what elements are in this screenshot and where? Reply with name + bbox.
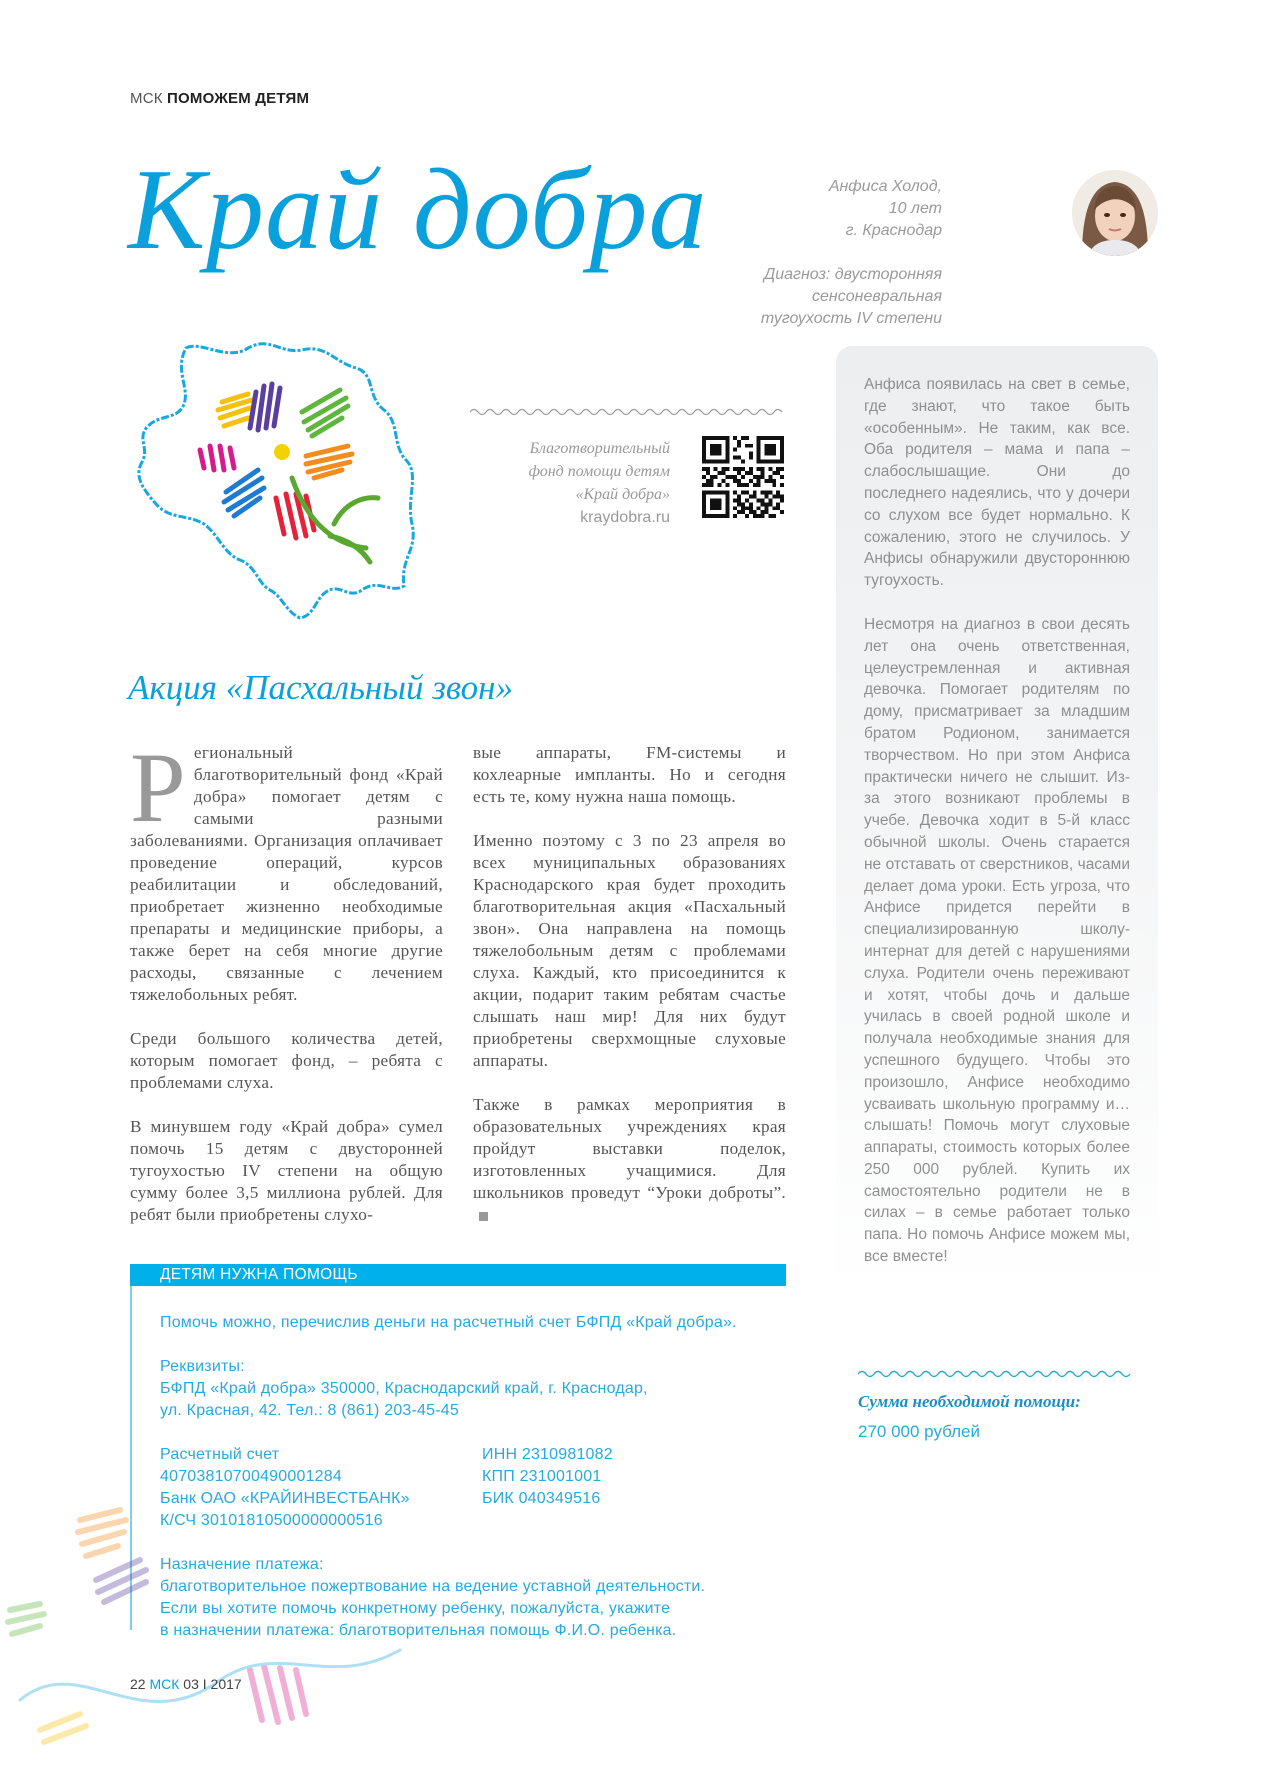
requisites-label: Реквизиты: [160,1358,245,1375]
avatar [1072,170,1158,256]
inn: ИНН 2310981082 [482,1446,613,1463]
page-number: 22 [130,1676,146,1692]
help-tax-details [482,1444,613,1510]
section-header [130,90,309,107]
profile-info [682,176,942,242]
sum-value: 270 000 рублей [858,1422,980,1441]
drop-cap: Р [130,732,186,843]
help-title: ДЕТЯМ НУЖНА ПОМОЩЬ [160,1266,358,1283]
purpose-line: Если вы хотите помочь конкретному ребенку, пожалуйста, укажите [160,1600,671,1617]
bik: БИК 040349516 [482,1490,601,1507]
wavy-divider [470,404,786,422]
end-mark-icon [479,1212,488,1221]
article-column-1 [130,732,443,1248]
purpose-label: Назначение платежа: [160,1556,324,1573]
article-paragraph: Именно поэтому с 3 по 23 апреля во всех муниципальных образованиях Краснодарского края будет проходить благотворительная акция «Пасхальный звон». Она направлена на помощь тяжелобольным детям с проблемами слуха. Каждый, кто присоединится к акции, подарит таким ребятам счастье слышать наш мир! Для них будут приобретены сверхмощные слуховые аппараты. [473,831,786,1070]
decorative-crayon-strokes [0,1500,420,1765]
page-footer [130,1676,242,1692]
qr-code-icon[interactable] [702,436,784,518]
article-paragraph [473,1094,786,1226]
correspondent-account: К/СЧ 30101810500000000516 [160,1512,383,1529]
sum-wavy-divider [858,1366,1134,1384]
account-number: 40703810700490001284 [160,1468,342,1485]
account-label: Расчетный счет [160,1446,280,1463]
requisites-line: БФПД «Край добра» 350000, Краснодарский край, г. Краснодар, [160,1380,648,1397]
article-paragraph: вые аппараты, FM-системы и кохлеарные импланты. Но и сегодня есть те, кому нужна наша помощь. [473,743,786,806]
article-paragraph: В минувшем году «Край добра» сумел помочь 15 детям с двусторонней тугоухостью IV степени на общую сумму более 3,5 миллиона рублей. Для ребят были приобретены слухо- [130,1117,443,1224]
fund-logo [130,328,450,629]
requisites-line: ул. Красная, 42. Тел.: 8 (861) 203-45-45 [160,1402,459,1419]
help-intro: Помочь можно, перечислив деньги на расчетный счет БФПД «Край добра». [160,1314,737,1331]
purpose-line: благотворительное пожертвование на ведение уставной деятельности. [160,1578,706,1595]
profile-diagnosis [702,264,942,330]
article-paragraph-text: Также в рамках мероприятия в образовательных учреждениях края пройдут выставки поделок, изготовленных учащимися. Для школьников проведут “Уроки доброты”. [473,1095,786,1202]
kpp: КПП 231001001 [482,1468,602,1485]
article-paragraph-text: егиональный благотворительный фонд «Край добра» помогает детям с самыми разными заболеваниями. Организация оплачивает проведение операций, курсов реабилитации и обследований, приобретает жизненно необходимые препараты и медицинские приборы, а также берет на себя многие другие расходы, связанные с лечением тяжелобольных ребят. [130,743,443,1004]
profile-city: г. Краснодар [845,222,942,239]
article-paragraph: Среди большого количества детей, которым помогает фонд, – ребята с проблемами слуха. [130,1029,443,1092]
article-subtitle: Акция «Пасхальный звон» [128,668,513,707]
sidebar-story [864,374,1130,1290]
fund-info [420,437,670,529]
bank-name: Банк ОАО «КРАЙИНВЕСТБАНК» [160,1490,410,1507]
purpose-line: в назначении платежа: благотворительная помощь Ф.И.О. ребенка. [160,1622,677,1639]
header-section: ПОМОЖЕМ ДЕТЯМ [167,90,310,107]
fund-line: фонд помощи детям [528,463,670,480]
profile-name: Анфиса Холод, [828,178,942,195]
footer-issue: 03 I 2017 [183,1676,242,1692]
sidebar-paragraph: Анфиса появилась на свет в семье, где знают, что такое быть «особенным». Не таким, как все. Оба родителя – мама и папа – слабослышащие. Они до последнего надеялись, что у дочери со слухом все будет нормально. К сожалению, этого не случилось. У Анфисы обнаружили двустороннюю тугоухость. [864,376,1130,590]
profile-age: 10 лет [888,200,942,217]
sidebar-paragraph: Несмотря на диагноз в свои десять лет она очень ответственная, целеустремленная и активная девочка. Помогает родителям по дому, присматривает за младшим братом Родионом, занимается творчеством. Но при этом Анфиса практически ничего не слышит. Из-за этого возникают проблемы в учебе. Девочка ходит в 5-й класс обычной школы. Очень старается не отставать от сверстников, часами делает дома уроки. Есть угроза, что Анфисе придется перейти в специализированную школу-интернат для детей с нарушениями слуха. Родители очень переживают и хотят, чтобы дочь и дальше училась в своей родной школе и получала необходимые знания для успешного будущего. Чтобы это произошло, Анфисе необходимо усваивать школьную программу и… слышать! Помочь могут слуховые аппараты, стоимость которых более 250 000 рублей. Купить их самостоятельно родители не в силах – в семье работает только папа. Но помочь Анфисе можем мы, все вместе! [864,615,1130,1266]
header-prefix: МСК [130,90,163,107]
fund-line: «Край добра» [575,486,670,503]
page-title: Край добра [128,146,708,274]
diagnosis-line: сенсоневральная [812,288,942,305]
fund-url[interactable]: kraydobra.ru [580,509,670,526]
article-paragraph [130,732,443,1006]
footer-brand: МСК [149,1676,180,1692]
diagnosis-line: тугоухость IV степени [760,310,942,327]
article-column-2 [473,742,786,1248]
sum-label: Сумма необходимой помощи: [858,1392,1081,1411]
diagnosis-line: Диагноз: двусторонняя [763,266,942,283]
fund-line: Благотворительный [529,440,670,457]
help-requisites [160,1356,648,1422]
